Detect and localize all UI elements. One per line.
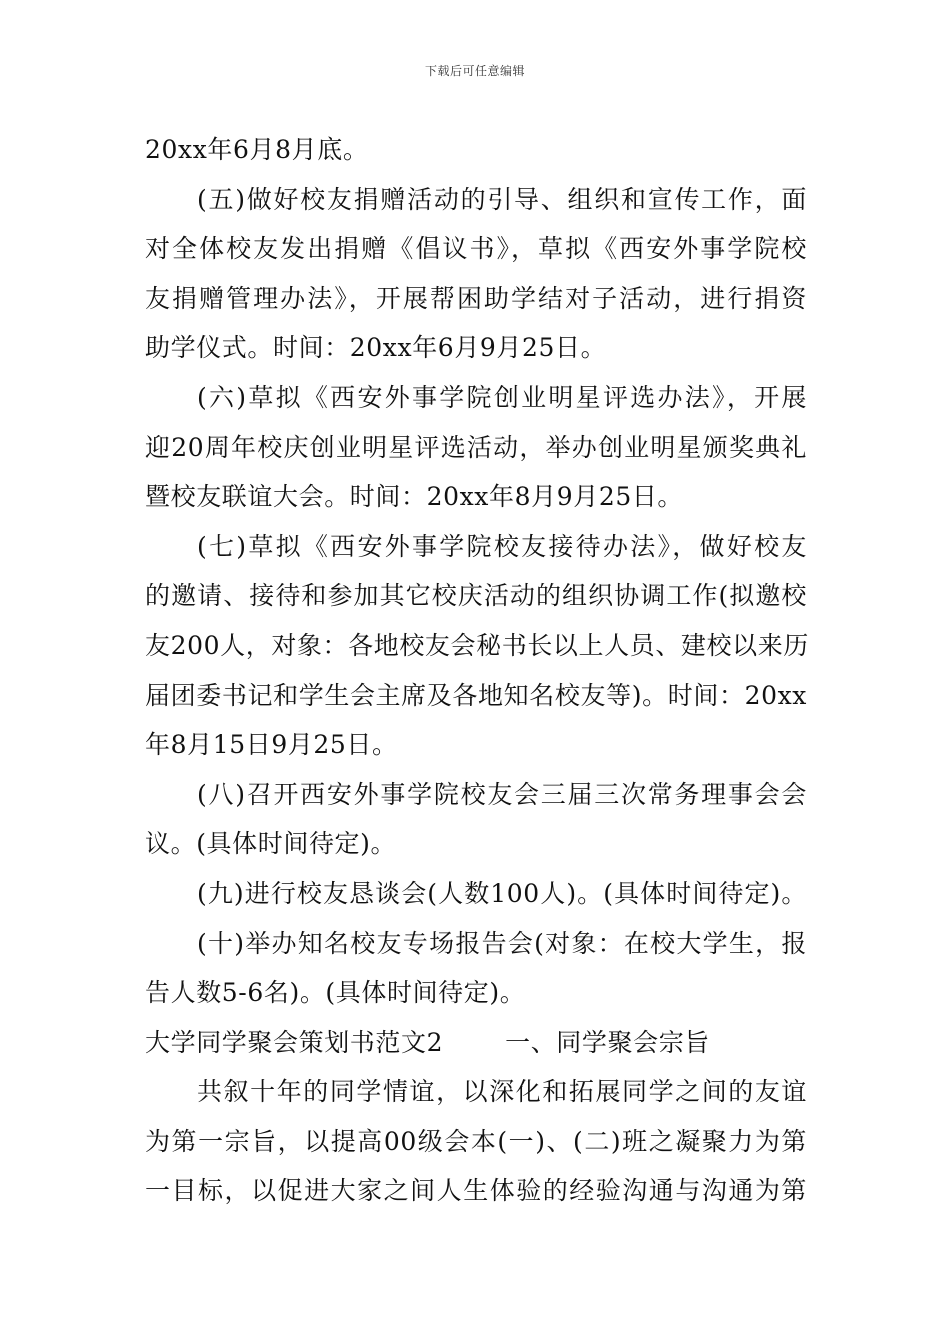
text-line: 告人数5-6名)。(具体时间待定)。 (145, 978, 526, 1008)
text-line: 为第一宗旨，以提高00级会本(一)、(二)班之凝聚力为第 (145, 1126, 807, 1156)
text-line: 一目标，以促进大家之间人生体验的经验沟通与沟通为第 (145, 1176, 807, 1206)
paragraph-block (145, 125, 807, 1018)
text-line: (五)做好校友捐赠活动的引导、组织和宣传工作，面 (197, 184, 807, 214)
text-line: 年8月15日9月25日。 (145, 730, 398, 760)
section-heading: 一、同学聚会宗旨 (505, 1027, 710, 1057)
text-line: 友200人，对象：各地校友会秘书长以上人员、建校以来历 (145, 630, 809, 660)
text-line: (十)举办知名校友专场报告会(对象：在校大学生，报 (197, 928, 807, 958)
page-header: 下载后可任意编辑 (424, 64, 525, 78)
text-line: 暨校友联谊大会。时间：20xx年8月9月25日。 (145, 482, 684, 512)
text-line: 助学仪式。时间：20xx年6月9月25日。 (145, 333, 607, 363)
document-body (145, 125, 807, 1216)
section-title-line (145, 1018, 807, 1068)
text-line: 的邀请、接待和参加其它校庆活动的组织协调工作(拟邀校 (145, 581, 807, 611)
text-line: (九)进行校友恳谈会(人数100人)。(具体时间待定)。 (197, 878, 807, 908)
text-line: 议。(具体时间待定)。 (145, 829, 397, 859)
text-line: 共叙十年的同学情谊，以深化和拓展同学之间的友谊 (197, 1077, 807, 1107)
text-line: 对全体校友发出捐赠《倡议书》，草拟《西安外事学院校 (145, 234, 807, 264)
text-line: 届团委书记和学生会主席及各地知名校友等)。时间：20xx (145, 680, 807, 710)
paragraph-block (145, 1067, 807, 1216)
text-line: 20xx年6月8月底。 (145, 135, 369, 164)
text-line: (七)草拟《西安外事学院校友接待办法》，做好校友 (197, 531, 807, 561)
text-line: 友捐赠管理办法》，开展帮困助学结对子活动，进行捐资 (145, 283, 807, 313)
text-line: (八)召开西安外事学院校友会三届三次常务理事会会 (197, 779, 807, 809)
text-line: 迎20周年校庆创业明星评选活动，举办创业明星颁奖典礼 (145, 432, 807, 462)
section-title: 大学同学聚会策划书范文2 (145, 1027, 444, 1057)
text-line: (六)草拟《西安外事学院创业明星评选办法》，开展 (197, 382, 807, 412)
